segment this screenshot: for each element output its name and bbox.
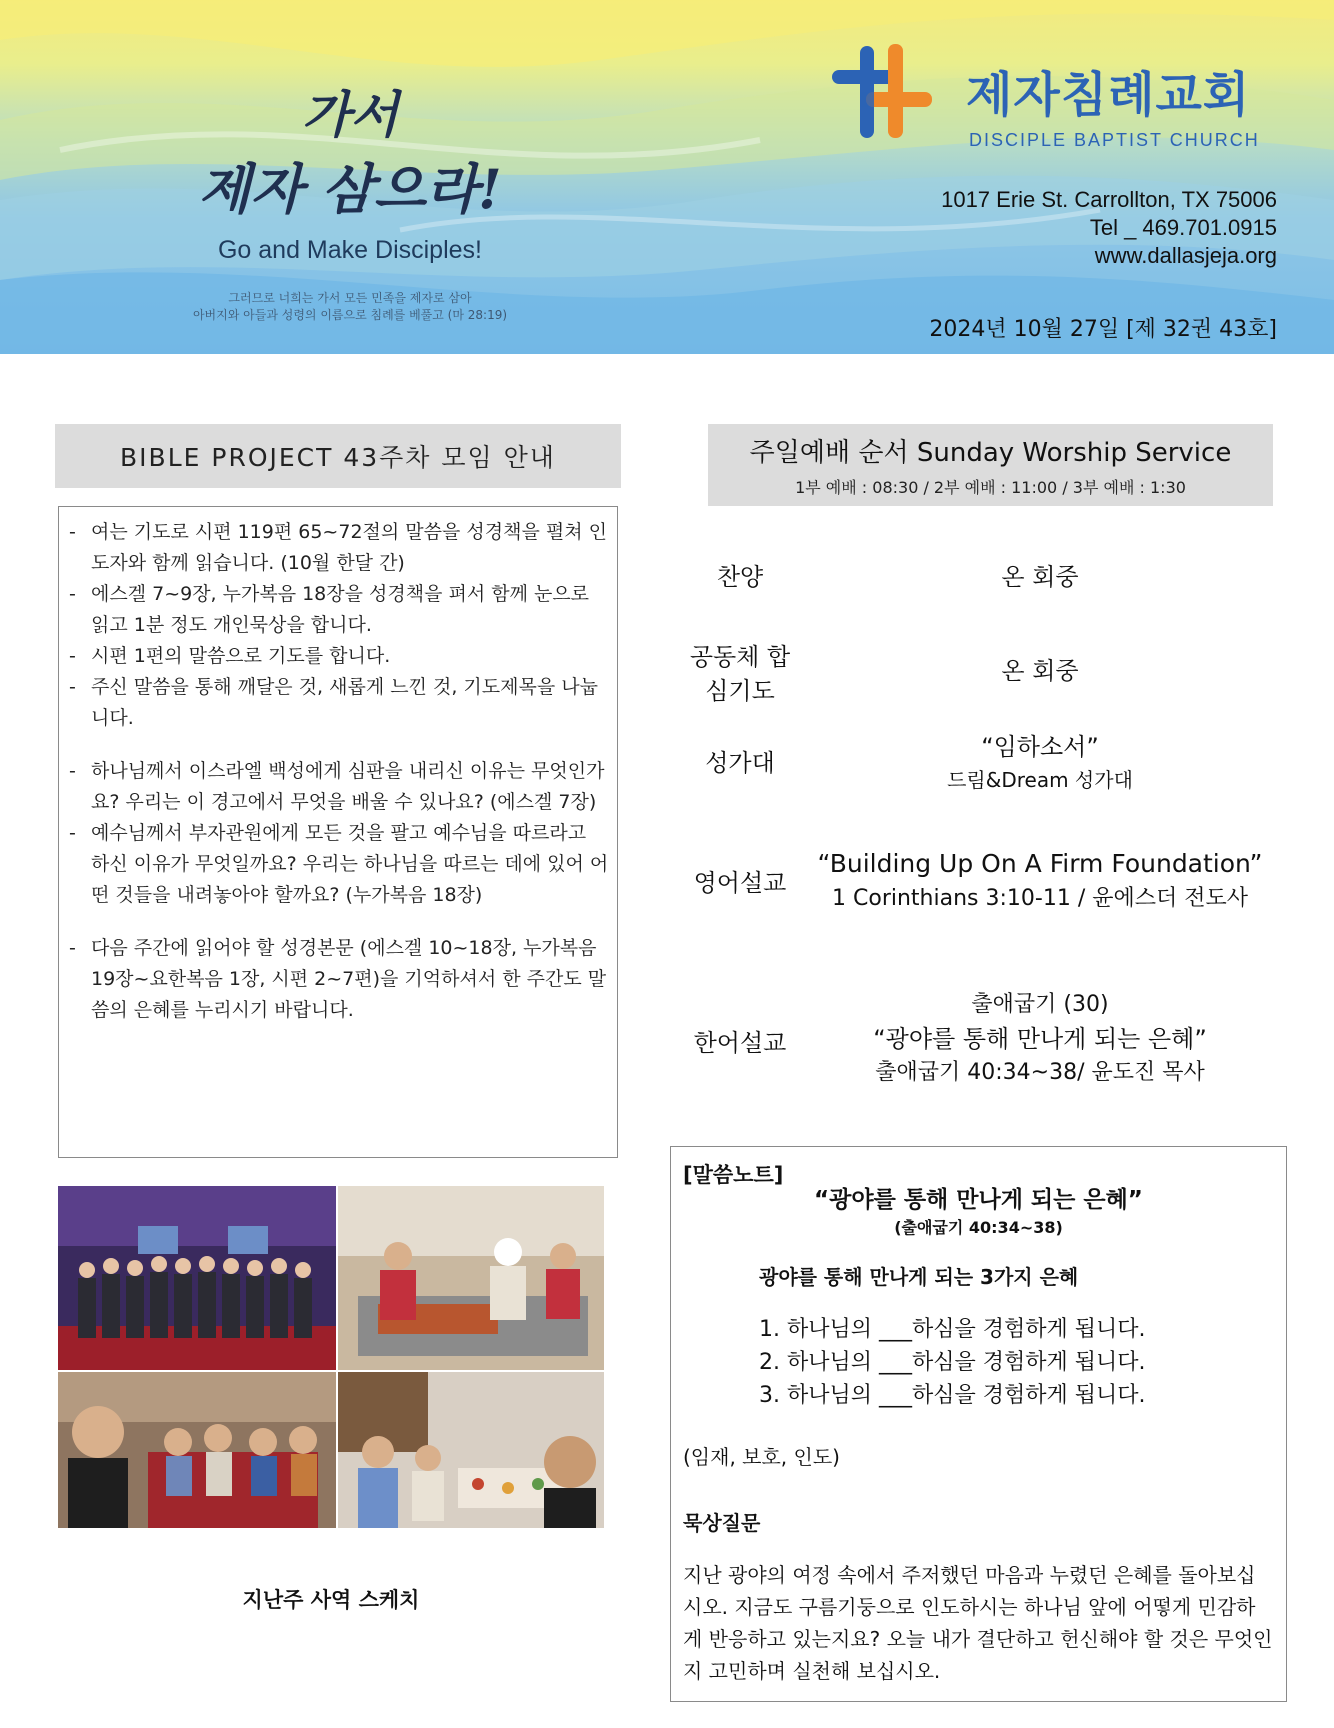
order-value-line: “광야를 통해 만나게 되는 은혜” xyxy=(873,1025,1207,1053)
contact-info xyxy=(941,186,1277,270)
bible-project-box xyxy=(58,506,618,1158)
worship-order-heading xyxy=(708,424,1273,506)
service-times: 1부 예배 : 08:30 / 2부 예배 : 11:00 / 3부 예배 : 1:30 xyxy=(795,478,1186,497)
bullet-dash: - xyxy=(69,676,76,698)
slogan-korean xyxy=(150,78,550,226)
worship-order-row xyxy=(680,640,1270,712)
sermon-note-tag: [말씀노트] xyxy=(683,1163,784,1187)
photo-kitchen-volunteers xyxy=(338,1186,604,1370)
list-item-text: 시편 1편의 말씀으로 기도를 합니다. xyxy=(91,645,391,667)
worship-order-row xyxy=(680,846,1270,926)
fill-in-blank-list xyxy=(759,1313,1146,1412)
list-item-text: 하나님께서 이스라엘 백성에게 심판을 내리신 이유는 무엇인가요? 우리는 이 경고에서 무엇을 배울 수 있나요? (에스겔 7장) xyxy=(91,760,605,813)
order-value-line: “임하소서” xyxy=(981,733,1099,761)
ministry-photo-collage xyxy=(58,1186,604,1528)
list-item xyxy=(69,641,609,672)
worship-order-row xyxy=(680,988,1270,1098)
header-banner xyxy=(0,0,1334,354)
list-item-text: 예수님께서 부자관원에게 모든 것을 팔고 예수님을 따르라고 하신 이유가 무엇일까요? 우리는 하나님을 따르는 데에 있어 어떤 것들을 내려놓아야 할까요? (누가복음 18장) xyxy=(91,822,609,906)
order-value xyxy=(810,654,1270,688)
fill-in-blank-item: 3. 하나님의 ___하심을 경험하게 됩니다. xyxy=(759,1383,1146,1408)
photo-caption: 지난주 사역 스케치 xyxy=(242,1588,420,1612)
order-label: 영어설교 xyxy=(693,869,787,897)
order-value-line: 출애굽기 40:34~38/ 윤도진 목사 xyxy=(875,1060,1205,1085)
worship-order-row xyxy=(680,560,1270,600)
meditation-title: 묵상질문 xyxy=(683,1511,761,1535)
list-item-text: 에스겔 7~9장, 누가복음 18장을 성경책을 펴서 함께 눈으로 읽고 1분 정도 개인묵상을 합니다. xyxy=(91,583,590,636)
answer-hint: (임재, 보호, 인도) xyxy=(683,1445,840,1469)
order-value xyxy=(810,560,1270,594)
list-item-text: 여는 기도로 시편 119편 65~72절의 말씀을 성경책을 펼쳐 인도자와 함께 읽습니다. (10월 한달 간) xyxy=(91,521,607,574)
order-value xyxy=(810,730,1270,796)
bullet-dash: - xyxy=(69,645,76,667)
bullet-dash: - xyxy=(69,822,76,844)
bullet-dash: - xyxy=(69,521,76,543)
order-value-line: “Building Up On A Firm Foundation” xyxy=(817,849,1263,878)
worship-title: 주일예배 순서 Sunday Worship Service xyxy=(749,438,1232,468)
address: 1017 Erie St. Carrollton, TX 75006 xyxy=(941,187,1277,212)
bullet-dash: - xyxy=(69,937,76,959)
list-item xyxy=(69,933,609,1026)
order-label: 성가대 xyxy=(705,749,775,777)
list-item xyxy=(69,579,609,641)
photo-group-stage xyxy=(58,1186,336,1370)
telephone: Tel _ 469.701.0915 xyxy=(1089,215,1277,240)
list-item xyxy=(69,517,609,579)
scripture-verse xyxy=(170,290,530,324)
photo-dinner-gathering xyxy=(338,1372,604,1528)
list-item-text: 주신 말씀을 통해 깨달은 것, 새롭게 느낀 것, 기도제목을 나눕니다. xyxy=(91,676,598,729)
list-item-text: 다음 주간에 읽어야 할 성경본문 (에스겔 10~18장, 누가복음 19장~요한복음 1장, 시편 2~7편)을 기억하셔서 한 주간도 말씀의 은혜를 누리시기 바랍니다. xyxy=(91,937,607,1021)
sermon-note-subtitle: 광야를 통해 만나게 되는 3가지 은혜 xyxy=(759,1265,1079,1289)
list-item xyxy=(69,672,609,734)
fill-in-blank-item: 1. 하나님의 ___하심을 경험하게 됩니다. xyxy=(759,1317,1146,1342)
order-value-line: 1 Corinthians 3:10-11 / 윤에스더 전도사 xyxy=(832,886,1248,911)
cross-logo-icon xyxy=(830,40,935,145)
bullet-dash: - xyxy=(69,760,76,782)
order-label: 공동체 합심기도 xyxy=(689,643,791,705)
order-label: 한어설교 xyxy=(693,1029,787,1057)
fill-in-blank-item: 2. 하나님의 ___하심을 경험하게 됩니다. xyxy=(759,1350,1146,1375)
sermon-note-title: “광야를 통해 만나게 되는 은혜” xyxy=(814,1187,1143,1213)
order-value-line: 출애굽기 (30) xyxy=(971,992,1109,1017)
worship-order-row xyxy=(680,730,1270,810)
order-value-line: 드림&Dream 성가대 xyxy=(947,768,1133,792)
meditation-text: 지난 광야의 여정 속에서 주저했던 마음과 누렸던 은혜를 돌아보십시오. 지금도 구름기둥으로 인도하시는 하나님 앞에 어떻게 민감하게 반응하고 있는지요? 오늘 내가 결단하고 헌신해야 할 것은 무엇인지 고민하며 실천해 보십시오. xyxy=(683,1563,1273,1683)
sermon-note-box xyxy=(670,1146,1287,1702)
order-value-line: 온 회중 xyxy=(1001,563,1079,591)
slogan-line-2: 제자 삼으라! xyxy=(198,157,502,221)
verse-line-1: 그러므로 너희는 가서 모든 민족을 제자로 삼아 xyxy=(228,291,472,305)
photo-home-visit xyxy=(58,1372,336,1528)
order-value-line: 온 회중 xyxy=(1001,657,1079,685)
list-item xyxy=(69,756,609,818)
slogan-line-1: 가서 xyxy=(301,85,399,144)
website-link[interactable]: www.dallasjeja.org xyxy=(1094,243,1277,268)
church-name-english: DISCIPLE BAPTIST CHURCH xyxy=(969,130,1260,150)
order-value xyxy=(810,846,1270,916)
issue-date: 2024년 10월 27일 [제 32권 43호] xyxy=(929,317,1277,342)
bullet-dash: - xyxy=(69,583,76,605)
order-label: 찬양 xyxy=(716,563,764,591)
bible-project-heading: BIBLE PROJECT 43주차 모임 안내 xyxy=(55,424,621,488)
church-name-korean: 제자침례교회 xyxy=(966,67,1251,123)
verse-line-2: 아버지와 아들과 성령의 이름으로 침례를 베풀고 (마 28:19) xyxy=(192,308,508,322)
sermon-note-reference: (출애굽기 40:34~38) xyxy=(894,1218,1063,1237)
slogan-english: Go and Make Disciples! xyxy=(217,236,482,264)
list-item xyxy=(69,818,609,911)
order-value xyxy=(810,988,1270,1090)
